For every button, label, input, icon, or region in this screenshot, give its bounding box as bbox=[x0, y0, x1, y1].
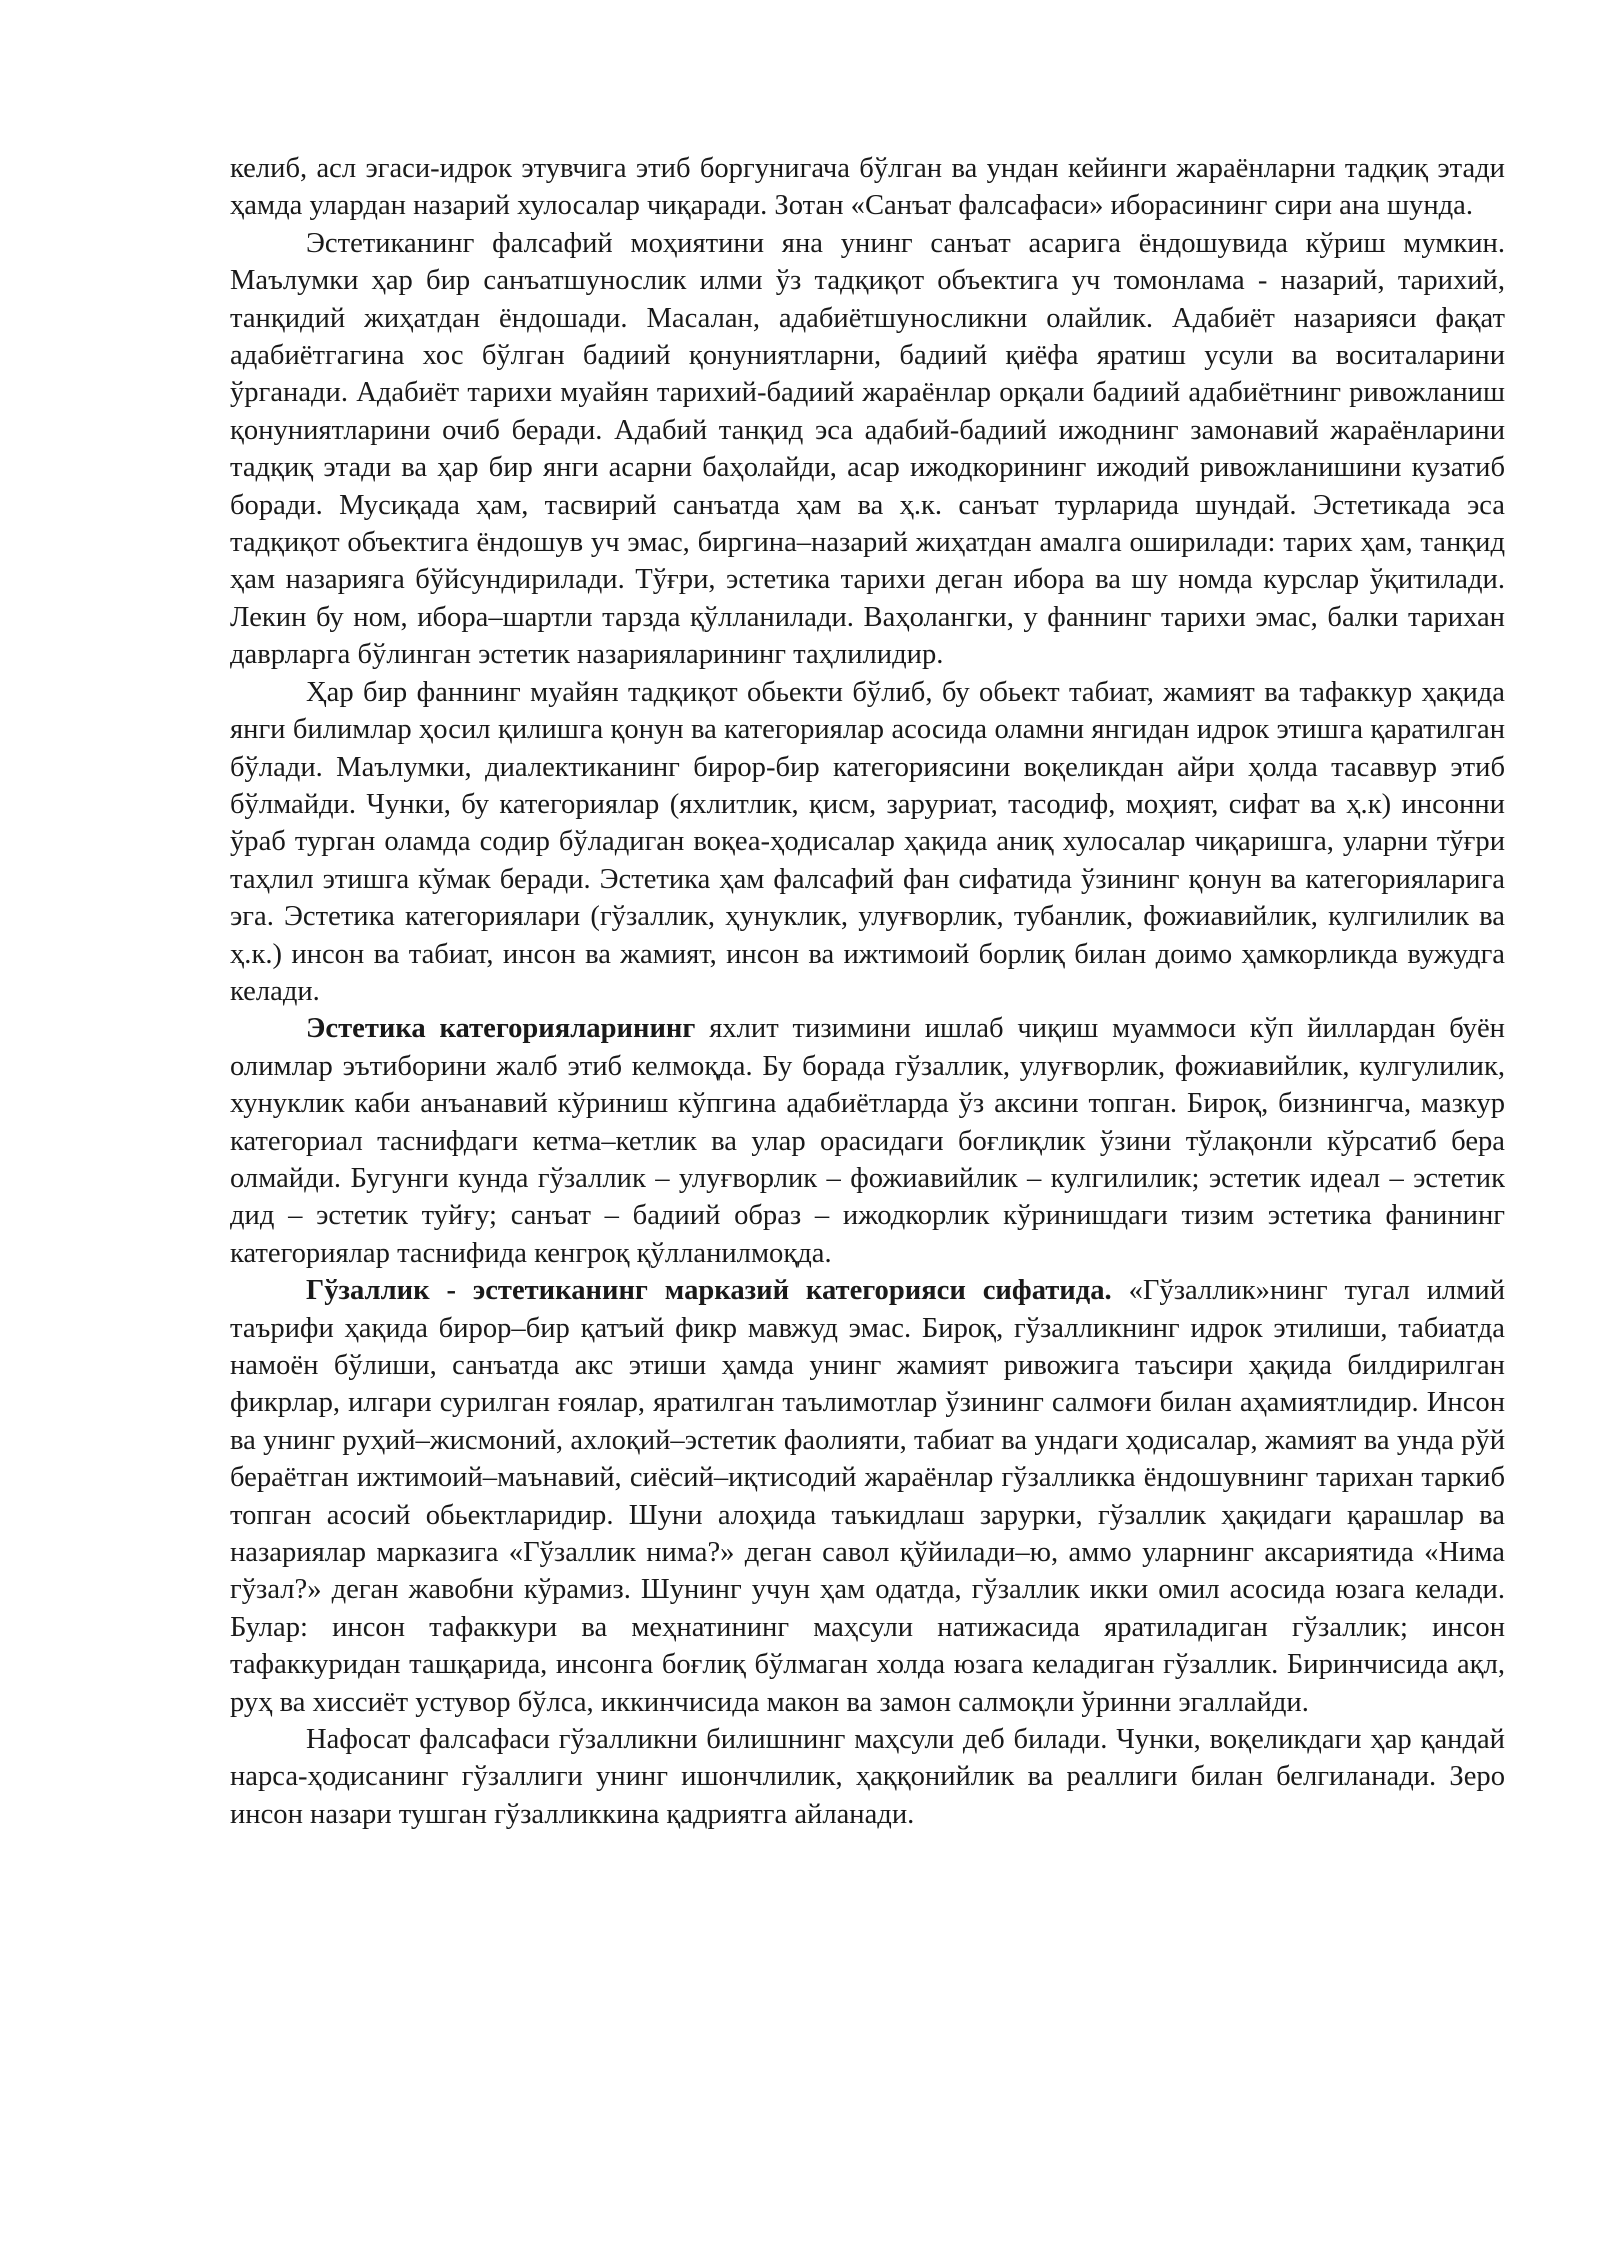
paragraph-text: Эстетиканинг фалсафий моҳиятини яна унинг санъат асарига ёндошувида кўриш мумкин. Маълумки ҳар бир санъатшунослик илми ўз тадқиқот объектига уч томонлама - назарий, тарихий, танқидий жиҳатдан ёндошади. Масалан, адабиётшуносликни олайлик. Адабиёт назарияси фақат адабиётгагина хос бўлган бадиий қонуниятларни, бадиий қиёфа яратиш усули ва воситаларини ўрганади. Адабиёт тарихи муайян тарихий-бадиий жараёнлар орқали бадиий адабиётнинг ривожланиш қонуниятларини очиб беради. Адабий танқид эса адабий-бадиий ижоднинг замонавий жараёнларини тадқиқ этади ва ҳар бир янги асарни баҳолайди, асар ижодкорининг ижодий ривожланишини кузатиб боради. Мусиқада ҳам, тасвирий санъатда ҳам ва ҳ.к. санъат турларида шундай. Эстетикада эса тадқиқот объектига ёндошув уч эмас, биргина–назарий жиҳатдан амалга оширилади: тарих ҳам, танқид ҳам назарияга бўйсундирилади. Тўғри, эстетика тарихи деган ибора ва шу номда курслар ўқитилади. Лекин бу ном, ибора–шартли тарзда қўлланилади. Ваҳолангки, у фаннинг тарихи эмас, балки тарихан даврларга бўлинган эстетик назарияларининг таҳлилидир. bbox=[230, 227, 1505, 671]
bold-term: Эстетика категорияларининг bbox=[306, 1013, 696, 1045]
paragraph-beauty-central-category bbox=[230, 1272, 1505, 1721]
paragraph-research-object bbox=[230, 674, 1505, 1011]
paragraph-text: келиб, асл эгаси-идрок этувчига этиб боргунигача бўлган ва ундан кейинги жараёнларни тадқиқ этади ҳамда улардан назарий хулосалар чиқаради. Зотан «Санъат фалсафаси» иборасининг сири ана шунда. bbox=[230, 153, 1505, 222]
paragraph-continuation bbox=[230, 150, 1505, 225]
paragraph-aesthetics-philosophical-essence bbox=[230, 225, 1505, 674]
paragraph-text: яхлит тизимини ишлаб чиқиш муаммоси кўп йиллардан буён олимлар эътиборини жалб этиб келмоқда. Бу борада гўзаллик, улуғворлик, фожиавийлик, кулгулилик, хунуклик каби анъанавий кўриниш кўпгина адабиётларда ўз аксини топган. Бироқ, бизнингча, мазкур категориал таснифдаги кетма–кетлик ва улар орасидаги боғлиқлик ўзини тўлақонли кўрсатиб бера олмайди. Бугунги кунда гўзаллик – улуғворлик – фожиавийлик – кулгилилик; эстетик идеал – эстетик дид – эстетик туйғу; санъат – бадиий образ – ижодкорлик кўринишдаги тизим эстетика фанининг категориялар таснифида кенгроқ қўлланилмоқда. bbox=[230, 1013, 1505, 1269]
paragraph-text: Нафосат фалсафаси гўзалликни билишнинг маҳсули деб билади. Чунки, воқеликдаги ҳар қандай нарса-ҳодисанинг гўзаллиги унинг ишончлилик, ҳаққонийлик ва реаллиги билан белгиланади. Зеро инсон назари тушган гўзалликкина қадриятга айланади. bbox=[230, 1724, 1505, 1830]
paragraph-aesthetic-categories bbox=[230, 1010, 1505, 1272]
paragraph-text: «Гўзаллик»нинг тугал илмий таърифи ҳақида бирор–бир қатъий фикр мавжуд эмас. Бироқ, гўзалликнинг идрок этилиши, табиатда намоён бўлиши, санъатда акс этиши ҳамда унинг жамият ривожига таъсири ҳақида билдирилган фикрлар, илгари сурилган ғоялар, яратилган таълимотлар ўзининг салмоғи билан аҳамиятлидир. Инсон ва унинг руҳий–жисмоний, ахлоқий–эстетик фаолияти, табиат ва ундаги ҳодисалар, жамият ва унда рўй бераётган ижтимоий–маънавий, сиёсий–иқтисодий жараёнлар гўзалликка ёндошувнинг тарихан таркиб топган асосий обьектларидир. Шуни алоҳида таъкидлаш зарурки, гўзаллик ҳақидаги қарашлар ва назариялар марказига «Гўзаллик нима?» деган савол қўйилади–ю, аммо уларнинг аксариятида «Нима гўзал?» деган жавобни кўрамиз. Шунинг учун ҳам одатда, гўзаллик икки омил асосида юзага келади. Булар: инсон тафаккури ва меҳнатининг маҳсули натижасида яратиладиган гўзаллик; инсон тафаккуридан ташқарида, инсонга боғлиқ бўлмаган холда юзага келадиган гўзаллик. Биринчисида ақл, руҳ ва хиссиёт устувор бўлса, иккинчисида макон ва замон салмоқли ўринни эгаллайди. bbox=[230, 1275, 1505, 1718]
document-page bbox=[230, 150, 1505, 1833]
bold-heading: Гўзаллик - эстетиканинг марказий категорияси сифатида. bbox=[306, 1275, 1112, 1307]
paragraph-philosophy-of-grace bbox=[230, 1721, 1505, 1833]
paragraph-text: Ҳар бир фаннинг муайян тадқиқот обьекти бўлиб, бу обьект табиат, жамият ва тафаккур ҳақида янги билимлар ҳосил қилишга қонун ва категориялар асосида оламни янгидан идрок этишга қаратилган бўлади. Маълумки, диалектиканинг бирор-бир категориясини воқеликдан айри ҳолда тасаввур этиб бўлмайди. Чунки, бу категориялар (яхлитлик, қисм, заруриат, тасодиф, моҳият, сифат ва ҳ.к) инсонни ўраб турган оламда содир бўладиган воқеа-ҳодисалар ҳақида аниқ хулосалар чиқаришга, уларни тўғри таҳлил этишга кўмак беради. Эстетика ҳам фалсафий фан сифатида ўзининг қонун ва категорияларига эга. Эстетика категориялари (гўзаллик, ҳунуклик, улуғворлик, тубанлик, фожиавийлик, кулгилилик ва ҳ.к.) инсон ва табиат, инсон ва жамият, инсон ва ижтимоий борлиқ билан доимо ҳамкорликда вужудга келади. bbox=[230, 676, 1505, 1007]
